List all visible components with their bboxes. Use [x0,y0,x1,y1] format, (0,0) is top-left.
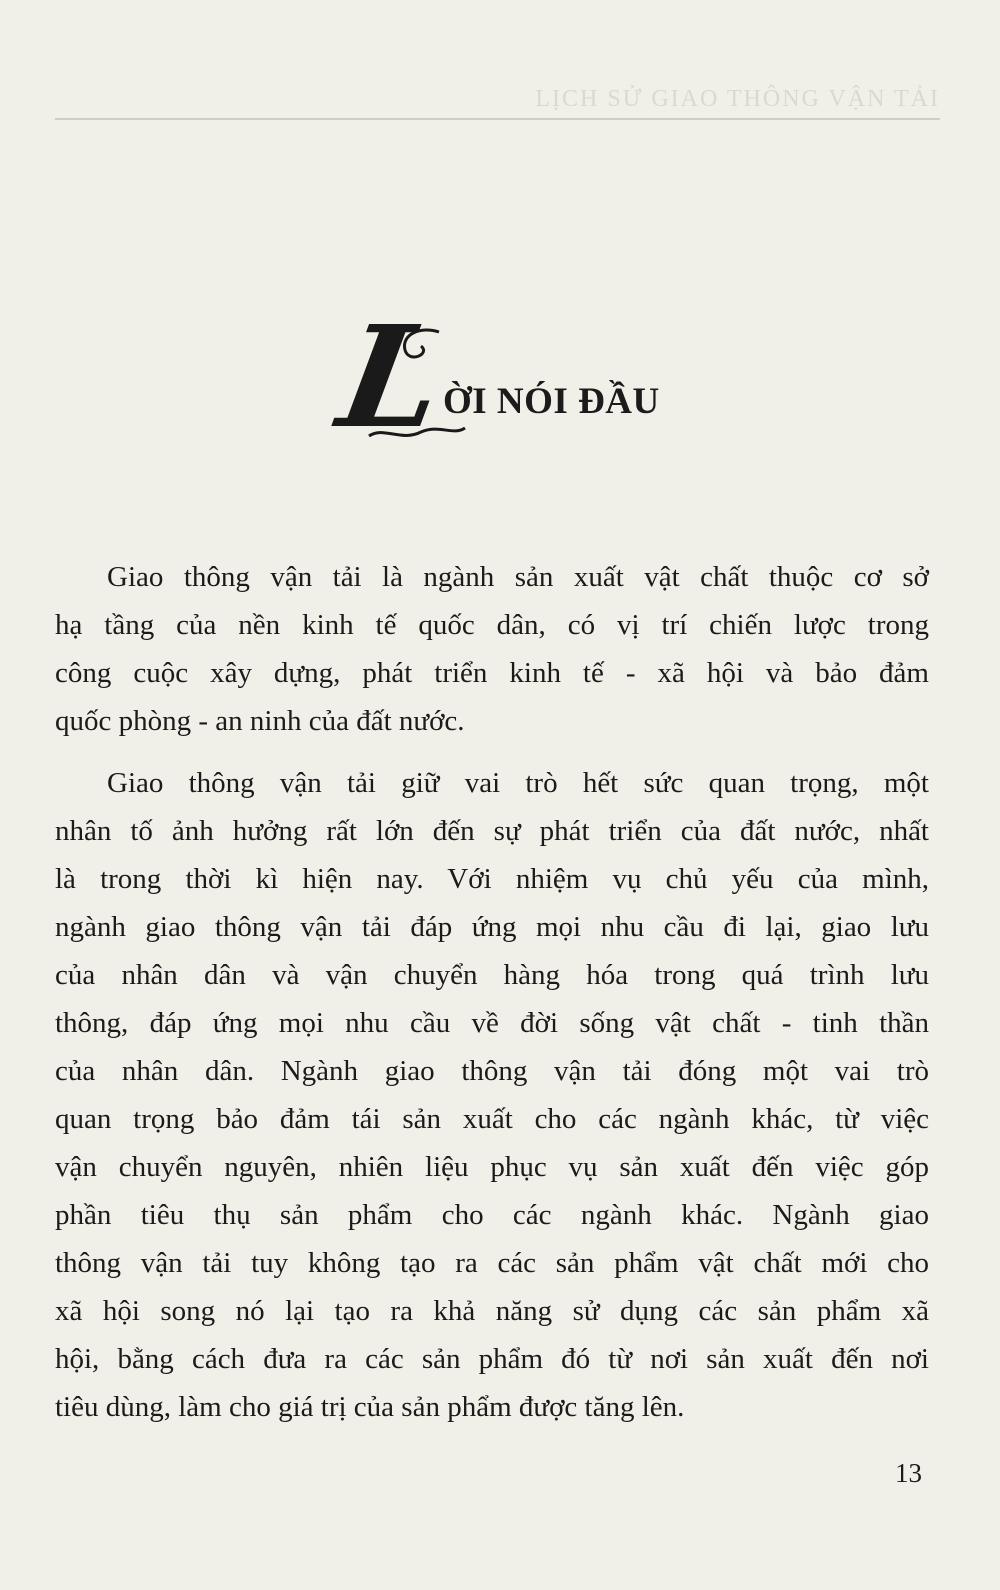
text-line: thông vận tải tuy không tạo ra các sản phẩm vật chất mới cho [55,1247,929,1279]
text-line: công cuộc xây dựng, phát triển kinh tế - xã hội và bảo đảm [55,657,929,689]
text-line: tiêu dùng, làm cho giá trị của sản phẩm được tăng lên. [55,1391,685,1423]
text-line: của nhân dân. Ngành giao thông vận tải đóng một vai trò [55,1055,929,1087]
text-line: xã hội song nó lại tạo ra khả năng sử dụng các sản phẩm xã [55,1295,929,1327]
paragraph [55,759,929,1431]
text-line: hội, bằng cách đưa ra các sản phẩm đó từ nơi sản xuất đến nơi [55,1343,929,1375]
title-dropcap: L [328,296,456,460]
page-number: 13 [895,1458,922,1488]
title-text: ỜI NÓI ĐẦU [443,381,660,422]
text-line: Giao thông vận tải là ngành sản xuất vật chất thuộc cơ sở [107,561,929,593]
header-rule [55,118,940,120]
text-line: quan trọng bảo đảm tái sản xuất cho các ngành khác, từ việc [55,1103,929,1135]
chapter-title [328,296,683,460]
text-line: thông, đáp ứng mọi nhu cầu về đời sống vật chất - tinh thần [55,1007,929,1039]
body-text [55,553,929,1445]
text-line: là trong thời kì hiện nay. Với nhiệm vụ chủ yếu của mình, [55,863,929,895]
text-line: hạ tầng của nền kinh tế quốc dân, có vị trí chiến lược trong [55,609,929,641]
paragraph [55,553,929,745]
text-line: ngành giao thông vận tải đáp ứng mọi nhu cầu đi lại, giao lưu [55,911,929,943]
text-line: vận chuyển nguyên, nhiên liệu phục vụ sản xuất đến việc góp [55,1151,929,1183]
text-line: nhân tố ảnh hưởng rất lớn đến sự phát triển của đất nước, nhất [55,815,929,847]
text-line: Giao thông vận tải giữ vai trò hết sức quan trọng, một [107,767,929,799]
running-header: LỊCH SỬ GIAO THÔNG VẬN TẢI [535,86,940,112]
text-line: phần tiêu thụ sản phẩm cho các ngành khác. Ngành giao [55,1199,929,1231]
text-line: quốc phòng - an ninh của đất nước. [55,705,465,737]
text-line: của nhân dân và vận chuyển hàng hóa trong quá trình lưu [55,959,929,991]
